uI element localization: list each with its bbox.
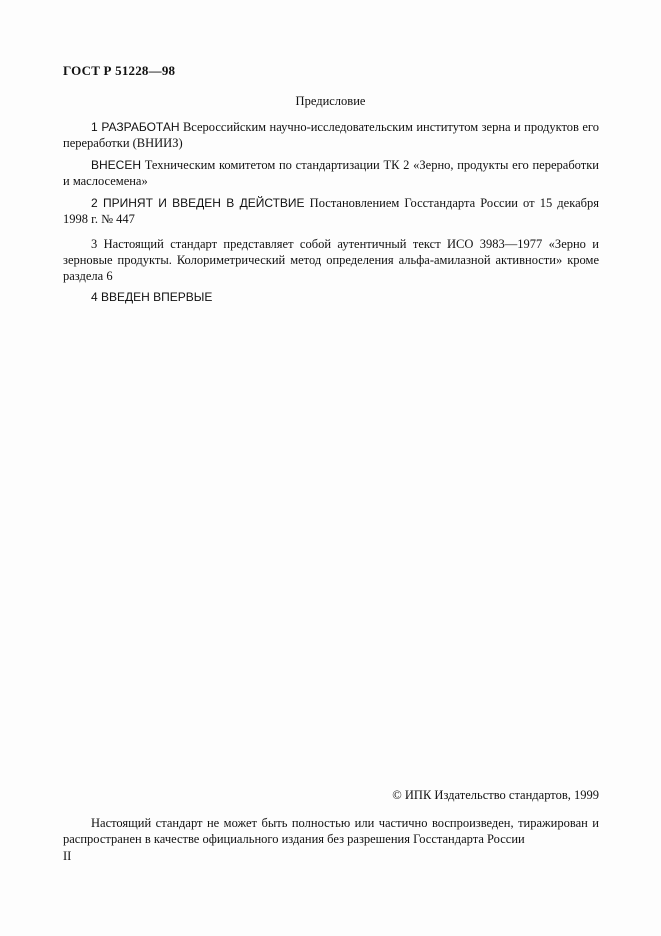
reproduction-notice: Настоящий стандарт не может быть полностью или частично воспроизведен, тиражирован и распространен в качестве официального издания без разрешения Госстандарта России bbox=[63, 816, 599, 846]
page-title: Предисловие bbox=[295, 94, 366, 108]
paragraph-text: Техническим комитетом по стандартизации ТК 2 «Зерно, продукты его переработки и маслосемена» bbox=[63, 158, 599, 188]
paragraph-text: 3 Настоящий стандарт представляет собой аутентичный текст ИСО 3983—1977 «Зерно и зерновые продукты. Колориметрический метод определения альфа-амилазной активности» кроме раздела 6 bbox=[63, 237, 599, 283]
copyright-line: © ИПК Издательство стандартов, 1999 bbox=[392, 788, 599, 802]
paragraph-developed-by bbox=[63, 119, 599, 151]
paragraph-text: Постановлением Госстандарта России от 15 декабря 1998 г. № 447 bbox=[63, 196, 600, 226]
paragraph-adopted bbox=[63, 195, 599, 227]
page-number: II bbox=[63, 849, 72, 863]
paragraph-lead: 4 ВВЕДЕН ВПЕРВЫЕ bbox=[91, 290, 213, 304]
standard-code: ГОСТ Р 51228—98 bbox=[63, 63, 176, 78]
paragraph-lead: 1 РАЗРАБОТАН bbox=[91, 120, 180, 134]
paragraph-authentic-text bbox=[63, 236, 599, 284]
paragraph-submitted-by bbox=[63, 157, 599, 189]
paragraph-text: Всероссийским научно-исследовательским институтом зерна и продуктов его переработки (ВНИИЗ) bbox=[63, 120, 599, 150]
paragraph-introduced-first bbox=[63, 289, 599, 305]
paragraph-lead: 2 ПРИНЯТ И ВВЕДЕН В ДЕЙСТВИЕ bbox=[91, 196, 305, 210]
paragraph-lead: ВНЕСЕН bbox=[91, 158, 142, 172]
